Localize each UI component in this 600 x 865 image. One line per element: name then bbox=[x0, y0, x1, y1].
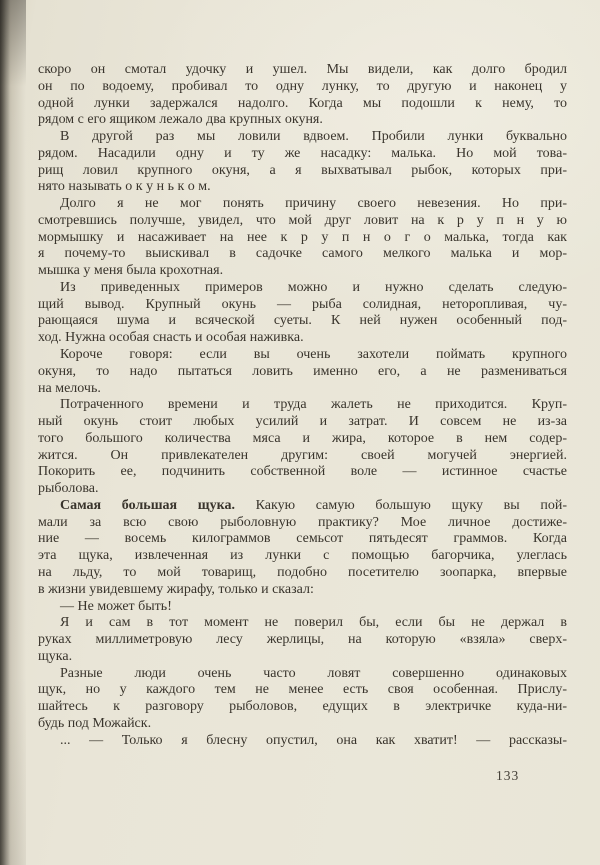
text-line: ние — восемь килограммов семьсот пятьдесят граммов. Когда bbox=[38, 531, 567, 547]
text-line: щук, но у каждого тем не менее есть своя особенная. Прислу- bbox=[38, 682, 567, 698]
text-line: он по водоему, пробивал то одну лунку, то другую и наконец у bbox=[38, 78, 567, 94]
text-line: ход. Нужна особая снасть и особая наживка. bbox=[38, 330, 304, 346]
text-line: ... — Только я блесну опустил, она как хватит! — рассказы- bbox=[60, 732, 567, 748]
text-line: на мелочь. bbox=[38, 380, 101, 396]
text-line: мормышку и насаживает на нее к р у п н о г о малька, тогда как bbox=[38, 229, 567, 245]
text-line: руках миллиметровую лесу жерлицы, на которую «взяла» сверх- bbox=[38, 632, 567, 648]
text-line: мали за всю свою рыболовную практику? Мое личное достиже- bbox=[38, 514, 567, 530]
text-line: рыболова. bbox=[38, 481, 99, 497]
text-line: одной лунки задержался надолго. Когда мы подошли к нему, то bbox=[38, 95, 567, 111]
text-line: Долго я не мог понять причину своего невезения. Но при- bbox=[60, 196, 567, 212]
text-line: нято называть о к у н ь к о м. bbox=[38, 179, 211, 195]
text-line: Разные люди очень часто ловят совершенно одинаковых bbox=[60, 665, 567, 681]
text-line: рядом с его ящиком лежало два крупных окуня. bbox=[38, 112, 323, 128]
text-line: того большого количества мяса и жира, которое в нем содер- bbox=[38, 430, 567, 446]
text-line: — Не может быть! bbox=[60, 598, 172, 614]
text-line: В другой раз мы ловили вдвоем. Пробили лунки буквально bbox=[60, 129, 567, 145]
text-line: шайтесь к разговору рыболовов, едущих в электричке куда-ни- bbox=[38, 699, 567, 715]
text-line: щука. bbox=[38, 648, 73, 664]
text-line: рищ ловил крупного окуня, а я выхватывал рыбок, которых при- bbox=[38, 162, 567, 178]
text-line: Короче говоря: если вы очень захотели поймать крупного bbox=[60, 347, 567, 363]
binding-shadow bbox=[0, 0, 26, 865]
text-line: рядом. Насадили одну и ту же насадку: малька. Но мой това- bbox=[38, 145, 567, 161]
paragraph-lead-bold: Самая большая щука. bbox=[60, 497, 235, 513]
text-line: эта щука, извлеченная из лунки с помощью багорчика, улеглась bbox=[38, 548, 567, 564]
text-line: ный окунь стоит любых усилий и затрат. И совсем не из-за bbox=[38, 414, 567, 430]
text-line: на льду, то мой товарищ, подобно посетителю зоопарка, впервые bbox=[38, 564, 567, 580]
text-line: смотревшись получше, увидел, что мой друг ловит на к р у п н у ю bbox=[38, 212, 567, 228]
text-line: рающаяся шума и всяческой суеты. К ней нужен особенный под- bbox=[38, 313, 567, 329]
text-line: скоро он смотал удочку и ушел. Мы видели, как долго бродил bbox=[38, 62, 567, 77]
text-line: Из приведенных примеров можно и нужно сделать следую- bbox=[60, 279, 567, 295]
text-line: Самая большая щука. Какую самую большую щуку вы пой- bbox=[60, 497, 567, 513]
text-line: жится. Он привлекателен другим: своей могучей энергией. bbox=[38, 447, 567, 463]
page-number: 133 bbox=[496, 768, 520, 783]
page-text bbox=[38, 62, 567, 749]
text-line: мышка у меня была крохотная. bbox=[38, 263, 224, 279]
text-line: щий вывод. Крупный окунь — рыба солидная, неторопливая, чу- bbox=[38, 296, 567, 312]
text-line: будь под Можайск. bbox=[38, 715, 152, 731]
text-line: Покорить ее, подчинить собственной воле — истинное счастье bbox=[38, 464, 567, 480]
text-line: я почему-то выискивал в садочке самого мелкого малька и мор- bbox=[38, 246, 567, 262]
text-line: Я и сам в тот момент не поверил бы, если бы не держал в bbox=[60, 615, 567, 631]
text-line: окуня, то надо пытаться ловить именно его, а не размениваться bbox=[38, 363, 567, 379]
text-line: Потраченного времени и труда жалеть не приходится. Круп- bbox=[60, 397, 567, 413]
text-line: в жизни увидевшему жирафу, только и сказал: bbox=[38, 581, 314, 597]
